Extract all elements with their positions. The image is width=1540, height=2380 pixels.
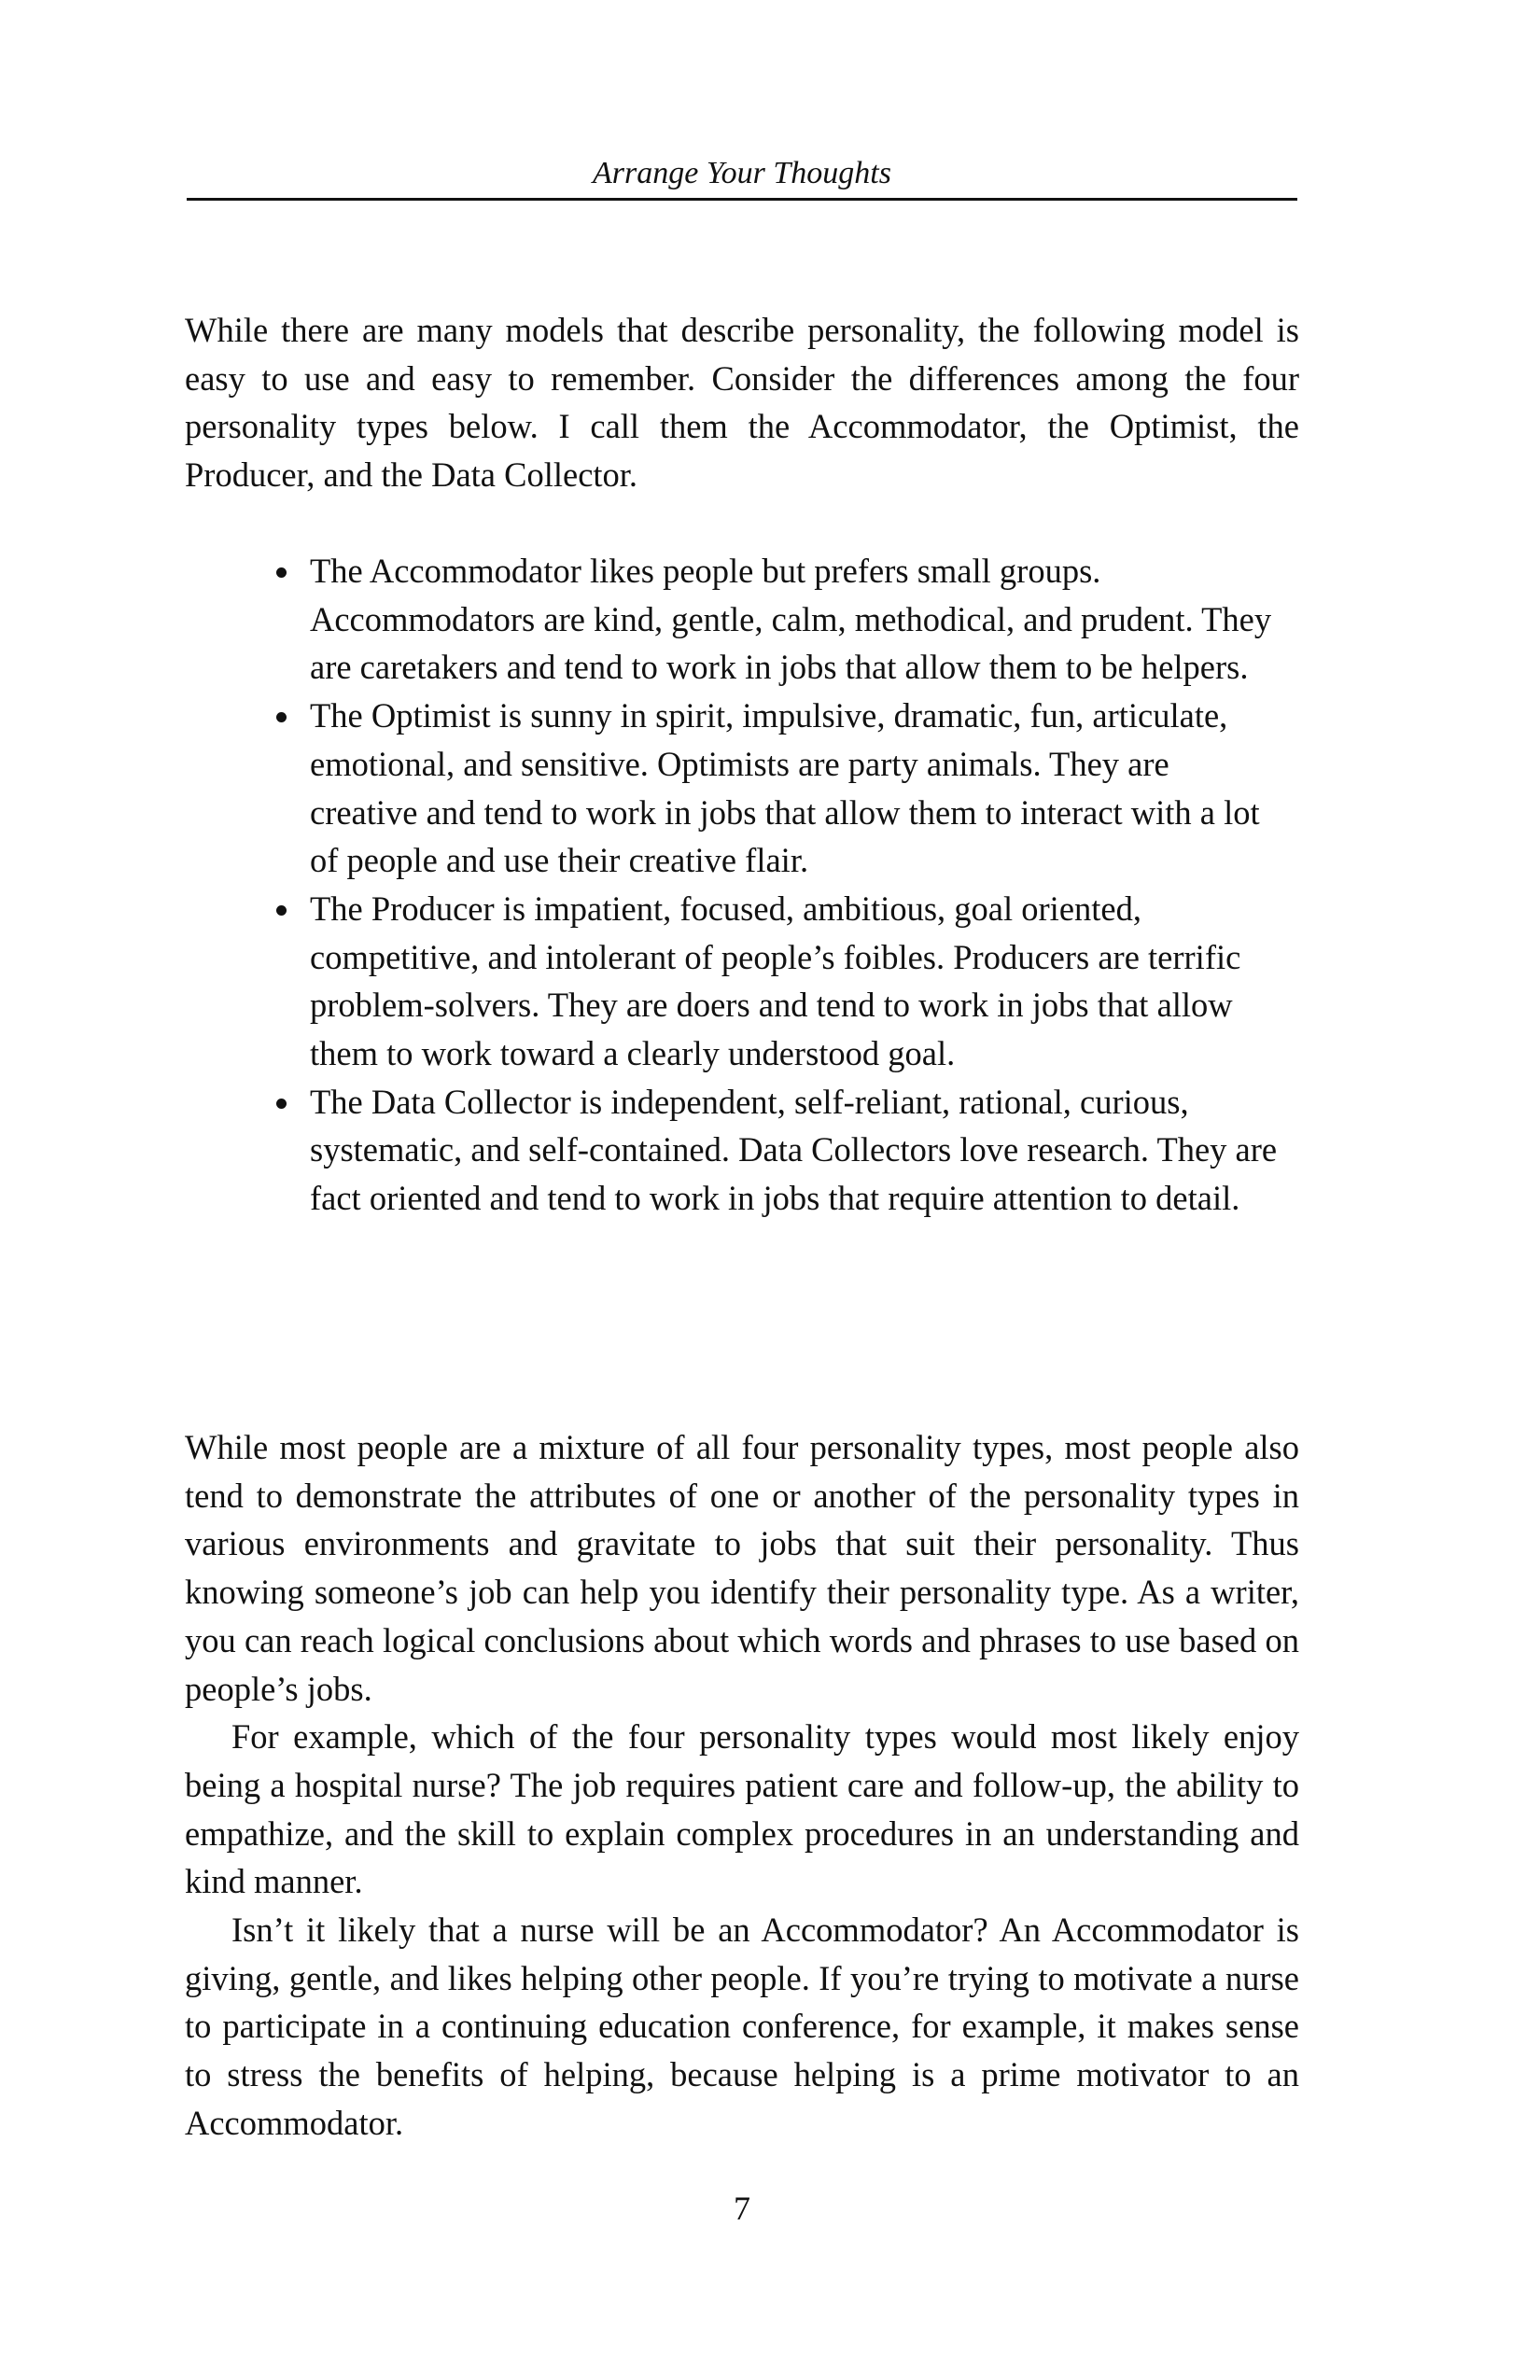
page-number: 7: [734, 2190, 750, 2227]
header-rule: [187, 198, 1297, 201]
intro-section: [185, 306, 1299, 499]
bullet-dot-icon: [276, 1099, 287, 1109]
list-item-text: The Data Collector is independent, self-reliant, rational, curious, systematic, and self-contained. Data Collectors love research. They are fact oriented and tend to work in jobs that require attention to detail.: [310, 1082, 1278, 1218]
intro-paragraph: While there are many models that describe personality, the following model is easy to use and easy to remember. Consider the differences among the four personality types below. I call them the Accommodator, the Optimist, the Producer, and the Data Collector.: [185, 311, 1299, 495]
list-item: [276, 547, 1280, 692]
list-item: [276, 692, 1280, 885]
bullet-dot-icon: [276, 905, 287, 916]
list-item-text: The Accommodator likes people but prefers small groups. Accommodators are kind, gentle, calm, methodical, and prudent. They are caretakers and tend to work in jobs that allow them to be helpers.: [310, 552, 1272, 687]
body-paragraph: While most people are a mixture of all four personality types, most people also tend to demonstrate the attributes of one or another of the personality types in various environments and gravitate to jobs that suit their personality. Thus knowing someone’s job can help you identify their personality type. As a writer, you can reach logical conclusions about which words and phrases to use based on people’s jobs.: [185, 1428, 1299, 1708]
list-item-text: The Optimist is sunny in spirit, impulsive, dramatic, fun, articulate, emotional, and sensitive. Optimists are party animals. They are creative and tend to work in jobs that allow them to interact with a lot of people and use their creative flair.: [310, 696, 1260, 880]
body-paragraph: For example, which of the four personality types would most likely enjoy being a hospital nurse? The job requires patient care and follow-up, the ability to empathize, and the skill to explain complex procedures in an understanding and kind manner.: [185, 1717, 1299, 1901]
bullet-dot-icon: [276, 567, 287, 578]
list-item-text: The Producer is impatient, focused, ambitious, goal oriented, competitive, and intolerant of people’s foibles. Producers are terrific problem-solvers. They are doers and tend to work in jobs that allow them to work toward a clearly understood goal.: [310, 889, 1241, 1073]
running-head: Arrange Your Thoughts: [593, 156, 891, 190]
list-item: [276, 1078, 1280, 1223]
body-paragraph: Isn’t it likely that a nurse will be an Accommodator? An Accommodator is giving, gentle, and likes helping other people. If you’re trying to motivate a nurse to participate in a continuing education conference, for example, it makes sense to stress the benefits of helping, because helping is a prime motivator to an Accommodator.: [185, 1911, 1299, 2142]
bullet-dot-icon: [276, 712, 287, 722]
personality-type-list: [276, 547, 1280, 1223]
list-item: [276, 885, 1280, 1078]
body-section: [185, 1423, 1299, 2148]
